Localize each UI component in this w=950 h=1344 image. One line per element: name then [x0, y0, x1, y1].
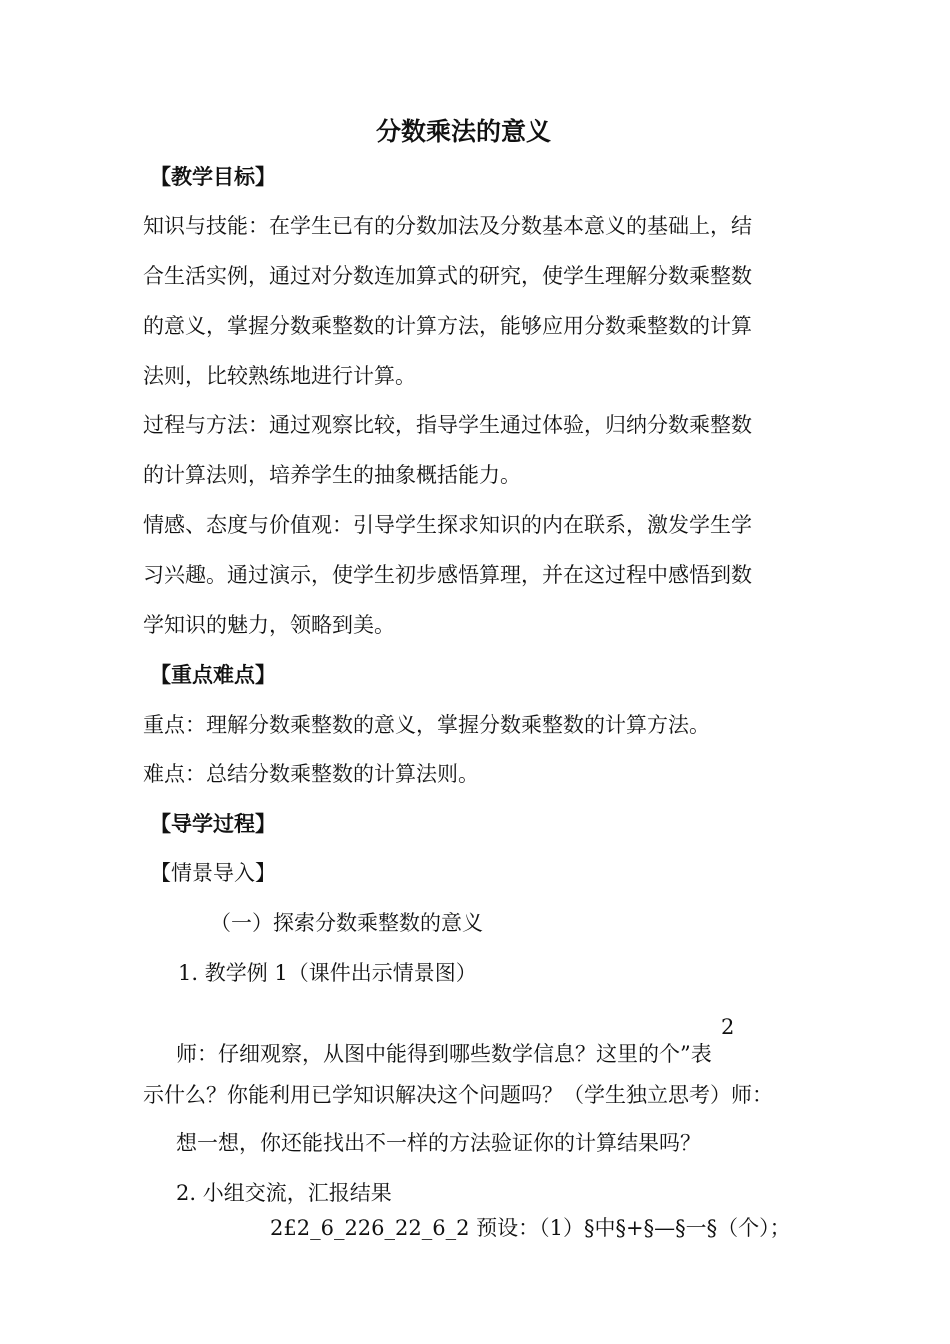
goals-line: 习兴趣。通过演示，使学生初步感悟算理，并在这过程中感悟到数: [143, 563, 752, 587]
preset-line: 2£2_6_226_22_6_2 预设：（1）§中§+§—§一§（个）；: [270, 1216, 791, 1240]
goals-line: 合生活实例，通过对分数连加算式的研究，使学生理解分数乘整数: [143, 264, 752, 288]
goals-line: 的意义，掌握分数乘整数的计算方法，能够应用分数乘整数的计算: [143, 314, 752, 338]
item-1: 1. 教学例 1（课件出示情景图）: [178, 961, 477, 985]
process-heading: 【导学过程】: [150, 812, 276, 836]
superscript-two: 2: [721, 1015, 735, 1039]
key-point-line: 重点：理解分数乘整数的意义，掌握分数乘整数的计算方法。: [143, 713, 710, 737]
goals-line: 学知识的魅力，领略到美。: [143, 613, 395, 637]
goals-line: 情感、态度与价值观：引导学生探求知识的内在联系，激发学生学: [143, 513, 752, 537]
teacher-line: 想一想，你还能找出不一样的方法验证你的计算结果吗？: [176, 1131, 701, 1155]
key-heading: 【重点难点】: [150, 663, 276, 687]
item-2: 2. 小组交流，汇报结果: [176, 1181, 392, 1205]
goals-line: 的计算法则，培养学生的抽象概括能力。: [143, 463, 521, 487]
goals-line: 过程与方法：通过观察比较，指导学生通过体验，归纳分数乘整数: [143, 413, 752, 437]
page-title: 分数乘法的意义: [376, 117, 552, 146]
intro-heading: 【情景导入】: [150, 861, 276, 885]
goals-heading: 【教学目标】: [150, 165, 276, 189]
teacher-line: 示什么？你能利用已学知识解决这个问题吗？（学生独立思考）师：: [143, 1083, 773, 1107]
teacher-line: 师：仔细观察，从图中能得到哪些数学信息？这里的个”表: [176, 1042, 712, 1066]
goals-line: 知识与技能：在学生已有的分数加法及分数基本意义的基础上，结: [143, 214, 752, 238]
difficulty-line: 难点：总结分数乘整数的计算法则。: [143, 762, 479, 786]
explore-heading: （一）探索分数乘整数的意义: [210, 911, 483, 935]
goals-line: 法则，比较熟练地进行计算。: [143, 364, 416, 388]
